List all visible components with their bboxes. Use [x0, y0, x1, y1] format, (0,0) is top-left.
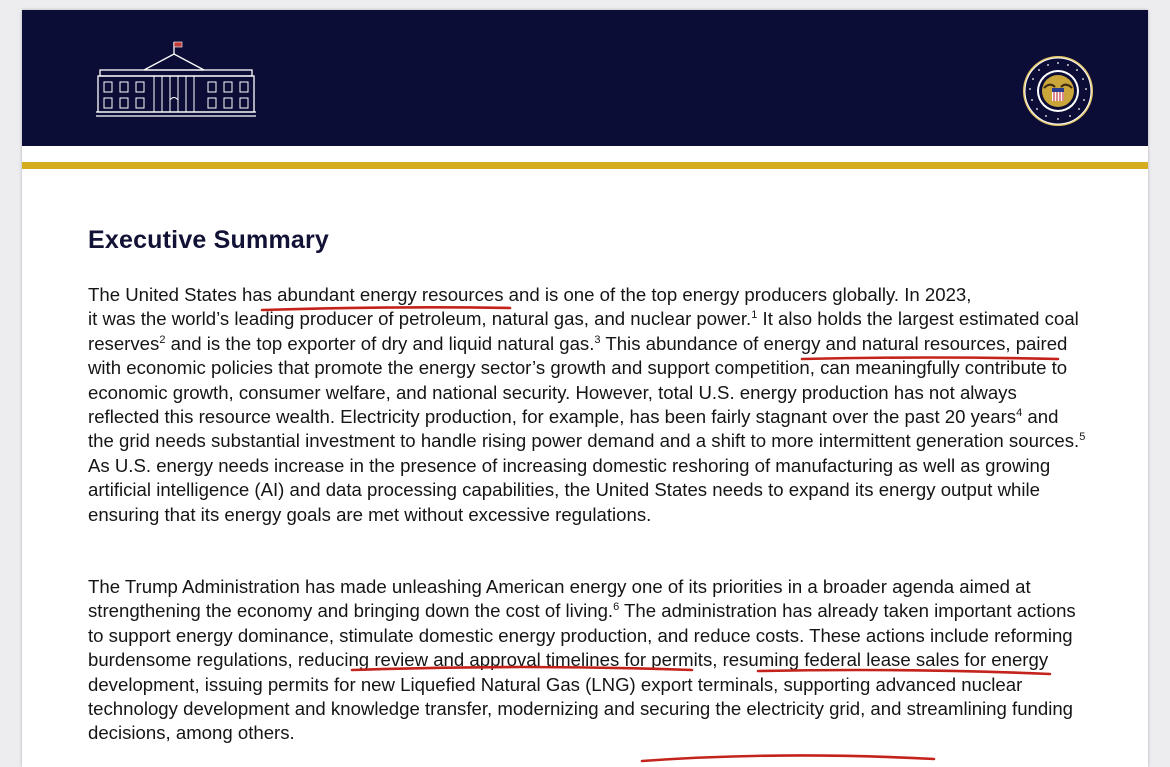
white-house-icon — [94, 40, 258, 118]
footnote-4[interactable]: 4 — [1016, 407, 1023, 420]
p1-text-a: The United States has abundant energy resources and is one of the top energy producers globally. In 2023, — [88, 284, 972, 305]
presidential-seal — [1022, 55, 1094, 127]
footnote-2[interactable]: 2 — [159, 333, 166, 346]
p1-text-e: This abundance of energy and natural resources, paired with economic policies that promote the energy sector’s growth and support competition, can meaningfully contribute to economic growth, consumer welfare, and national security. However, total U.S. energy production has not always reflected this resource wealth. Electricity production, for example, has been fairly stagnant over the past 20 years — [88, 332, 1068, 428]
p1-text-d: and is the top exporter of dry and liquid natural gas. — [165, 332, 595, 354]
p2-text-a: The Trump Administration has made unleashing American energy one of its priorities in a broader agenda aimed at strengthening the economy and bringing down the cost of living. — [88, 576, 1031, 622]
paragraph-2 — [88, 575, 1088, 746]
paragraph-1 — [88, 283, 1088, 527]
footnote-1[interactable]: 1 — [751, 309, 758, 322]
footnote-5[interactable]: 5 — [1079, 431, 1086, 444]
document-page — [22, 10, 1148, 767]
gold-divider — [22, 162, 1148, 169]
underline-funding-decisions — [642, 755, 934, 761]
p1-text-f: and the grid needs substantial investment to handle rising power demand and a shift to more intermittent generation sources. — [88, 406, 1080, 452]
p1-text-g: As U.S. energy needs increase in the presence of increasing domestic reshoring of manufacturing as well as growing artificial intelligence (AI) and data processing capabilities, the United States needs to expand its energy output while ensuring that its energy goals are met without excessive regulations. — [88, 454, 1051, 525]
p2-text-b: The administration has already taken important actions to support energy dominance, stimulate domestic energy production, and reduce costs. These actions include reforming burdensome regulations, reducing review and approval timelines for permits, resuming federal lease sales for energy development, issuing permits for new Liquefied Natural Gas (LNG) export terminals, supporting advanced nuclear technology development and knowledge transfer, modernizing and securing the electricity grid, and streamlining funding decisions, among others. — [88, 600, 1076, 744]
section-heading: Executive Summary — [88, 226, 330, 254]
footnote-6[interactable]: 6 — [613, 601, 620, 614]
p1-text-c: It also holds the largest estimated coal reserves — [88, 308, 1079, 354]
footnote-3[interactable]: 3 — [594, 333, 601, 346]
p1-text-b: it was the world’s leading producer of petroleum, natural gas, and nuclear power. — [88, 308, 752, 330]
